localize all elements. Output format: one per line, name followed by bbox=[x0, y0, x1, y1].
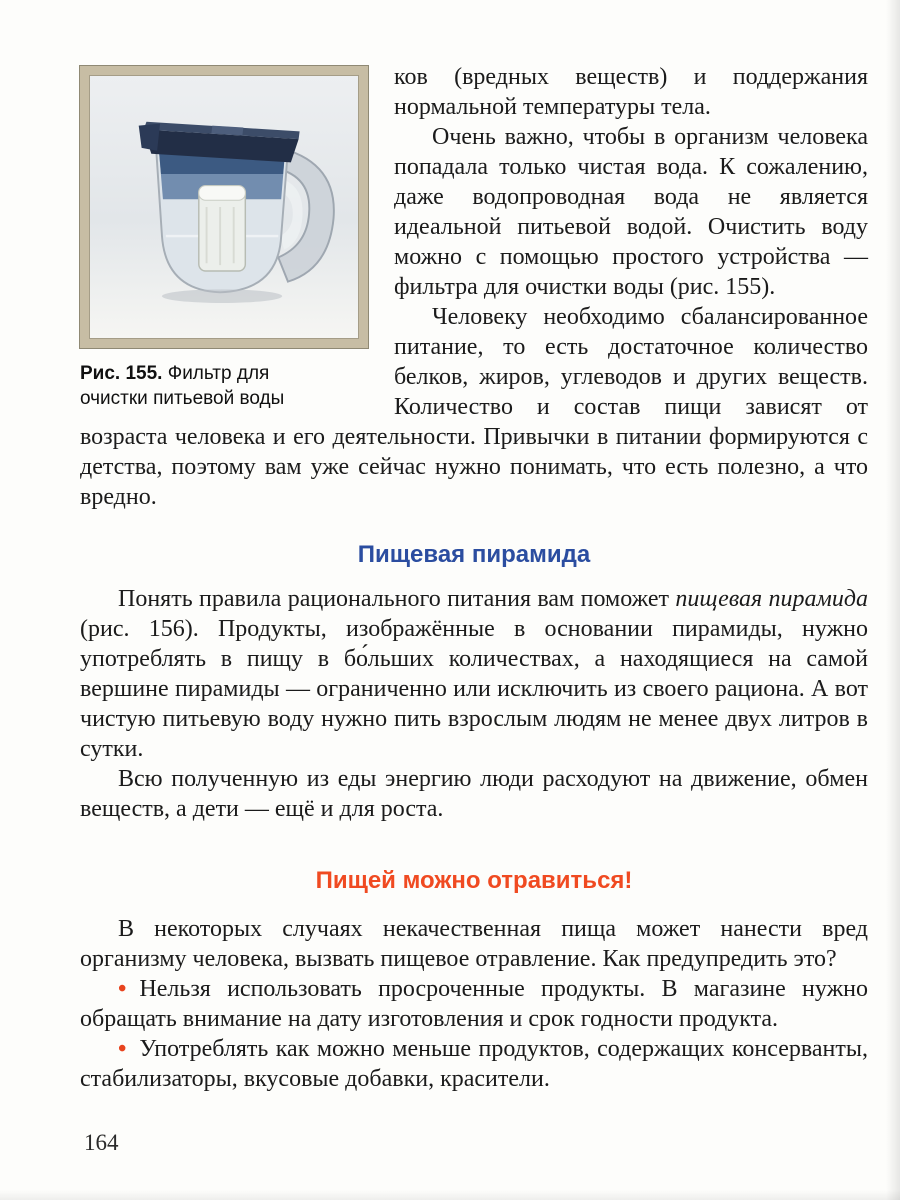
page-number: 164 bbox=[84, 1130, 119, 1155]
water-filter-pitcher-image bbox=[98, 84, 350, 330]
paragraph-balanced-nutrition: Человеку необходимо сбалансированное питание, то есть достаточное количество белков, жиров, углеводов и других веществ. Количество и состав пищи зависят от возраста человека и его деятельности. Привычки в питании формируются с детства, поэтому вам уже сейчас нужно понимать, что есть полезно, а что вредно. bbox=[80, 304, 868, 510]
figure-number: Рис. 155. bbox=[80, 363, 163, 384]
bullet-item-expired-products bbox=[80, 974, 868, 1034]
food-pyramid-term-italic: пищевая пирамида bbox=[675, 586, 869, 612]
bullet-text: Нельзя использовать просроченные продукты. В магазине нужно обращать внимание на дату изготовления и срок годности продукта. bbox=[80, 976, 868, 1032]
page-edge-shadow-bottom bbox=[0, 1190, 900, 1200]
figure-155-block bbox=[80, 66, 368, 411]
paragraph-continuation: ков (вредных веществ) и поддержания нормальной температуры тела. bbox=[394, 64, 868, 120]
paragraph-poisoning-intro: В некоторых случаях некачественная пища может нанести вред организму человека, вызвать пищевое отравление. Как предупредить это? bbox=[80, 916, 868, 972]
food-pyramid-text-1: Понять правила рационального питания вам поможет bbox=[118, 586, 676, 612]
paragraph-food-pyramid bbox=[80, 584, 868, 764]
water-filter-photo-frame bbox=[80, 66, 368, 348]
bullet-text: Употреблять как можно меньше продуктов, содержащих консерванты, стабилизаторы, вкусовые добавки, красители. bbox=[80, 1036, 868, 1092]
bullet-marker-icon: • bbox=[118, 976, 127, 1002]
section-heading-food-pyramid: Пищевая пирамида bbox=[357, 541, 591, 568]
food-pyramid-text-2: (рис. 156). Продукты, изображённые в основании пирамиды, нужно употреблять в пищу в бо́льших количествах, а находящиеся на самой вершине пирамиды — ограниченно или исключить из своего рациона. А вот чистую питьевую воду нужно пить взрослым людям не менее двух литров в сутки. bbox=[80, 616, 868, 762]
section-heading-food-poisoning: Пищей можно отравиться! bbox=[315, 867, 633, 894]
paragraph-energy-use: Всю полученную из еды энергию люди расходуют на движение, обмен веществ, а дети — ещё и для роста. bbox=[80, 766, 868, 822]
bullet-item-preservatives bbox=[80, 1034, 868, 1094]
paragraph-clean-water: Очень важно, чтобы в организм человека попадала только чистая вода. К сожалению, даже водопроводная вода не является идеальной питьевой водой. Очистить воду можно с помощью простого устройства — фильтра для очистки воды (рис. 155). bbox=[394, 124, 868, 300]
bullet-marker-icon: • bbox=[118, 1036, 127, 1062]
figure-caption-text: Фильтр для очистки питьевой воды bbox=[80, 363, 285, 409]
page-content bbox=[80, 62, 868, 1094]
figure-caption bbox=[80, 361, 340, 411]
